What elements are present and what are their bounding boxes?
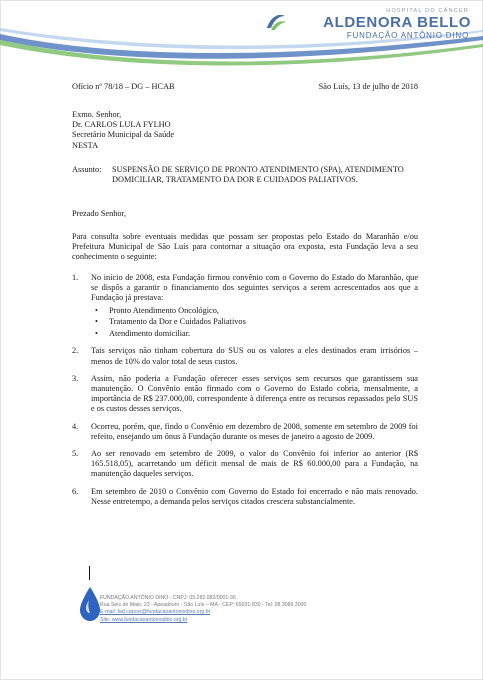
item-number: 1. bbox=[72, 273, 79, 282]
recipient-location: NESTA bbox=[72, 140, 99, 150]
recipient-block bbox=[72, 110, 174, 151]
bullet-item: • Atendimento domiciliar. bbox=[91, 328, 418, 340]
item-text: Ao ser renovado em setembro de 2009, o valor do Convênio foi inferior ao anterior (R$ 165.518,05), acarretando um déficit mensal de mais de R$ 60.000,00 para a Fundação, na manutenção daqueles serviços. bbox=[91, 449, 418, 479]
subject-text: SUSPENSÃO DE SERVIÇO DE PRONTO ATENDIMENTO (SPA), ATENDIMENTO DOMICILIAR, TRATAMENTO DA DOR E CUIDADOS PALIATIVOS. bbox=[112, 165, 404, 185]
list-item bbox=[72, 273, 418, 339]
item-number: 2. bbox=[72, 346, 79, 356]
recipient-title: Secretário Municipal da Saúde bbox=[72, 130, 175, 140]
subject-block bbox=[72, 165, 418, 185]
item-text: Ocorreu, porém, que, findo o Convênio em dezembro de 2008, somente em setembro de 2009 foi refeito, ensejando um ônus à Fundação durante os meses de janeiro a agosto de 2009. bbox=[91, 421, 418, 441]
list-item bbox=[72, 449, 418, 480]
item-number: 3. bbox=[72, 373, 79, 383]
bullet-item: • Tratamento da Dor e Cuidados Paliativos bbox=[91, 316, 418, 328]
letter-date: São Luís, 13 de julho de 2018 bbox=[318, 82, 418, 91]
list-item bbox=[72, 487, 418, 507]
item-text: Tais serviços não tinham cobertura do SUS ou os valores a eles destinados eram irrisórios – menos de 10% do valor total de seus custos. bbox=[91, 346, 418, 366]
intro-paragraph: Para consulta sobre eventuais medidas que possam ser propostas pelo Estado do Maranhão e/ou Prefeitura Municipal de São Luís para contornar a situação ora exposta, esta Fundação leva a seu conhecimento o seguinte: bbox=[72, 232, 418, 262]
list-item bbox=[72, 422, 418, 442]
greeting: Prezado Senhor, bbox=[72, 209, 127, 218]
footer-address: Rua Seis de Maio, 23 - Apeadouro - São Luís – MA - CEP: 65031-830 - Tel: 98 3089.3000 bbox=[100, 602, 307, 609]
logo-org-name: ALDENORA BELLO bbox=[323, 14, 471, 31]
water-drop-icon bbox=[78, 586, 102, 622]
recipient-name: Dr. CARLOS LULA FYLHO bbox=[72, 120, 171, 130]
footer-site[interactable]: Site: www.fundacaoantoniodino.org.br bbox=[100, 616, 188, 623]
footer-contact bbox=[100, 595, 306, 624]
reference-line bbox=[72, 82, 418, 92]
logo-org-small: HOSPITAL DO CÂNCER bbox=[386, 8, 469, 14]
logo-foundation: FUNDAÇÃO ANTÔNIO DINO bbox=[346, 31, 469, 40]
item-number: 6. bbox=[72, 486, 79, 496]
text-cursor bbox=[89, 566, 90, 580]
bullet-list bbox=[91, 305, 418, 340]
item-text: Assim, não poderia a Fundação oferecer esses serviços sem recursos que garantissem sua manutenção. O Convênio então firmado com o Governo do Estado cobria, mensalmente, a importância de R$ 237.000,00, correspondente à diferença entre os recursos repassados pelo SUS e os custos desses serviços. bbox=[91, 373, 418, 414]
footer-email[interactable]: E-mail: fad.cancer@fundacaoantoniodino.org.br bbox=[100, 609, 211, 616]
item-text: Em setembro de 2010 o Convênio com Governo do Estado foi encerrado e não mais renovado. Nesse entretempo, a demanda pelos serviços citados crescera substancialmente. bbox=[91, 486, 418, 506]
item-number: 5. bbox=[72, 449, 79, 459]
subject-label: Assunto: bbox=[72, 165, 102, 174]
list-item bbox=[72, 346, 418, 366]
numbered-list bbox=[72, 273, 418, 514]
bullet-item: • Pronto Atendimento Oncológico, bbox=[91, 305, 418, 317]
item-text: No início de 2008, esta Fundação firmou convênio com o Governo do Estado do Maranhão, que se dispôs a garantir o financiamento dos seguintes serviços a serem acrescentados aos que a Fundação já prestava: bbox=[91, 273, 418, 303]
item-number: 4. bbox=[72, 421, 79, 431]
footer-cnpj: FUNDAÇÃO ANTÔNIO DINO - CNPJ: 05.282.082/0001-36 bbox=[100, 595, 236, 601]
list-item bbox=[72, 374, 418, 415]
recipient-salutation: Exmo. Senhor, bbox=[72, 110, 122, 119]
letter-reference: Ofício nº 78/18 – DG – HCAB bbox=[72, 82, 175, 91]
letterhead-logo bbox=[271, 8, 471, 48]
